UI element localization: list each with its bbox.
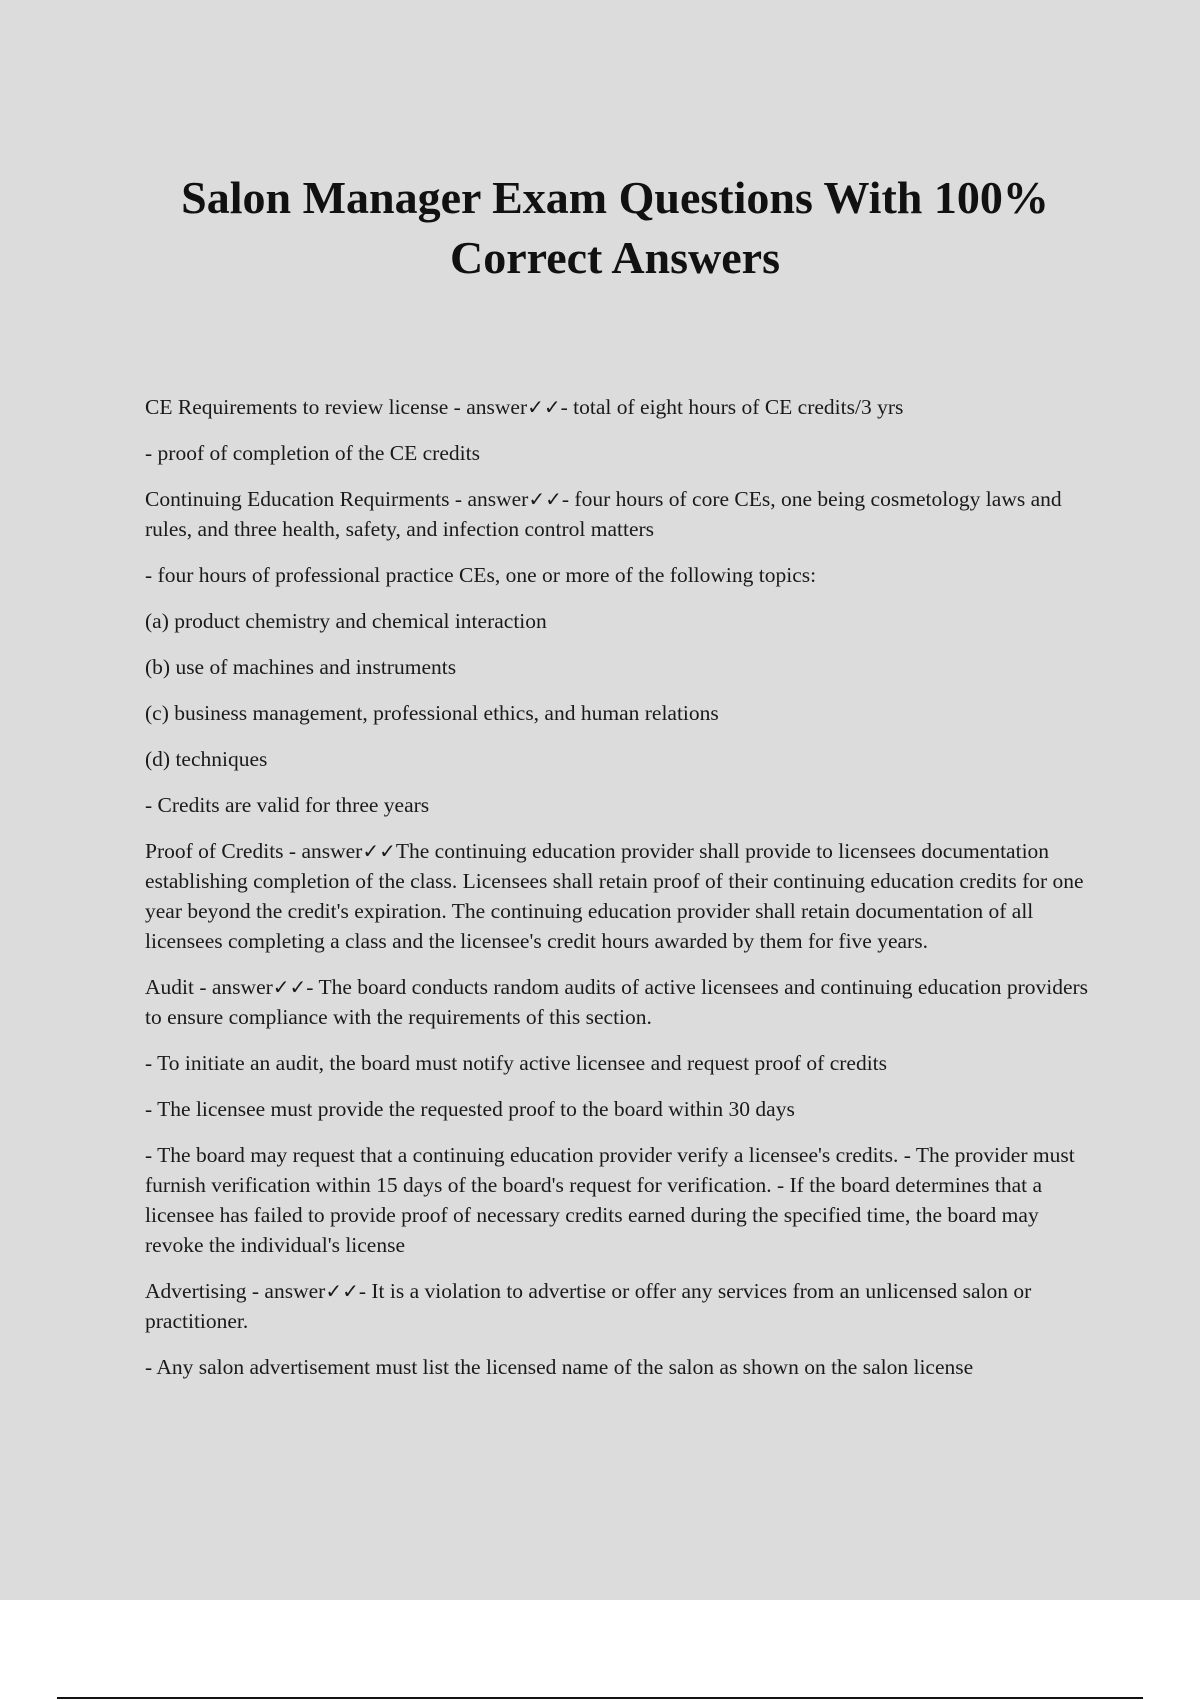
check-icon: ✓✓ (527, 395, 561, 419)
footer-divider (57, 1697, 1143, 1699)
check-icon: ✓✓ (272, 975, 307, 999)
term: Continuing Education Requirments - answer (145, 487, 529, 511)
term: Audit - answer (145, 975, 273, 999)
list-item: (c) business management, professional ethics, and human relations (145, 701, 719, 725)
list-item: (d) techniques (145, 747, 268, 771)
term: Advertising - answer (145, 1279, 326, 1303)
answer-text: - It is a violation to advertise or offer any services from an unlicensed salon or practitioner. (145, 1279, 1032, 1333)
list-item: - four hours of professional practice CEs, one or more of the following topics: (145, 563, 817, 587)
qa-paragraph (145, 392, 1095, 422)
answer-text: - The board conducts random audits of active licensees and continuing education providers to ensure compliance with the requirements of this section. (145, 975, 1089, 1029)
list-item: - proof of completion of the CE credits (145, 441, 480, 465)
check-icon: ✓✓ (362, 839, 396, 863)
qa-paragraph (145, 836, 1095, 956)
answer-text: The continuing education provider shall provide to licensees documentation establishing completion of the class. Licensees shall retain proof of their continuing education credits for one year beyond the credit's expiration. The continuing education provider shall retain documentation of all licensees completing a class and the licensee's credit hours awarded by them for five years. (145, 839, 1084, 953)
list-item: - The licensee must provide the requested proof to the board within 30 days (145, 1097, 795, 1121)
qa-paragraph (145, 972, 1095, 1032)
check-icon: ✓✓ (528, 487, 562, 511)
document-title: Salon Manager Exam Questions With 100% Correct Answers (181, 172, 1049, 283)
term: Proof of Credits - answer (145, 839, 363, 863)
list-item: - Any salon advertisement must list the licensed name of the salon as shown on the salon license (145, 1355, 974, 1379)
list-item: - Credits are valid for three years (145, 793, 430, 817)
answer-text: - total of eight hours of CE credits/3 yrs (560, 395, 904, 419)
qa-paragraph (145, 1276, 1095, 1336)
list-item: (a) product chemistry and chemical interaction (145, 609, 547, 633)
list-item: (b) use of machines and instruments (145, 655, 457, 679)
term: CE Requirements to review license - answer (145, 395, 528, 419)
list-item: - To initiate an audit, the board must notify active licensee and request proof of credits (145, 1051, 888, 1075)
list-item: - The board may request that a continuing education provider verify a licensee's credits. - The provider must furnish verification within 15 days of the board's request for verification. - If the board determines that a licensee has failed to provide proof of necessary credits earned during the specified time, the board may revoke the individual's license (145, 1143, 1075, 1257)
document-body (145, 392, 1095, 1398)
answer-text: - four hours of core CEs, one being cosmetology laws and rules, and three health, safety, and infection control matters (145, 487, 1062, 541)
qa-paragraph (145, 484, 1095, 544)
check-icon: ✓✓ (325, 1279, 359, 1303)
